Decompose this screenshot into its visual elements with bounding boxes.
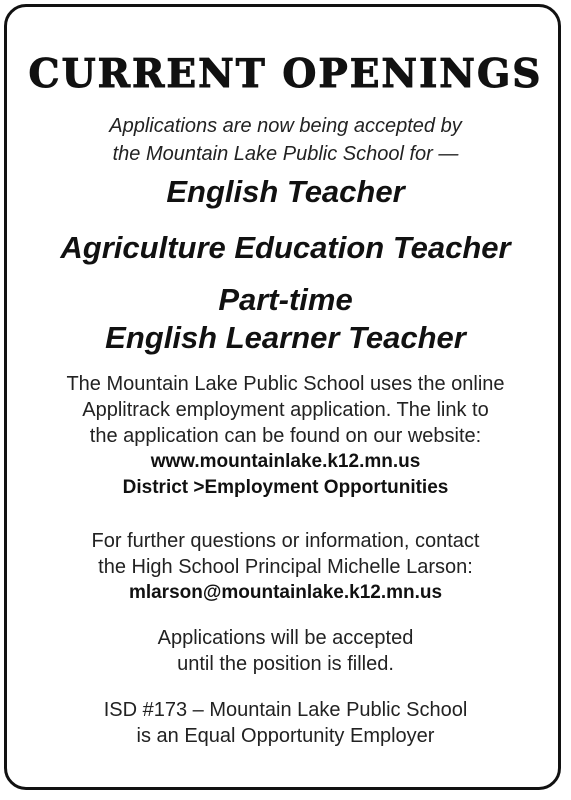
employment-path: District >Employment Opportunities <box>122 477 449 498</box>
intro-line-2: the Mountain Lake Public School for — <box>112 143 459 165</box>
position-agriculture-education-teacher: Agriculture Education Teacher <box>60 230 511 265</box>
footer-line-2: is an Equal Opportunity Employer <box>136 725 435 747</box>
application-line-1: The Mountain Lake Public School uses the online <box>66 373 505 395</box>
position-english-learner-label: English Learner Teacher <box>105 320 466 355</box>
intro-text <box>0 112 571 168</box>
contact-info <box>0 528 571 606</box>
website-link[interactable]: www.mountainlake.k12.mn.us <box>150 451 421 472</box>
footer-line-1: ISD #173 – Mountain Lake Public School <box>103 699 468 721</box>
deadline-line-1: Applications will be accepted <box>157 627 414 649</box>
contact-line-2: the High School Principal Michelle Larson: <box>98 556 473 578</box>
headline: CURRENT OPENINGS <box>28 51 543 97</box>
deadline-line-2: until the position is filled. <box>177 653 394 675</box>
position-english-teacher: English Teacher <box>166 174 405 209</box>
contact-line-1: For further questions or information, contact <box>91 530 480 552</box>
eoe-footer <box>0 697 571 749</box>
application-info <box>0 371 571 501</box>
application-line-2: Applitrack employment application. The link to <box>82 399 489 421</box>
application-line-3: the application can be found on our website: <box>89 425 482 447</box>
intro-line-1: Applications are now being accepted by <box>109 115 462 137</box>
contact-email-link[interactable]: mlarson@mountainlake.k12.mn.us <box>128 582 443 603</box>
position-english-learner-teacher <box>0 281 571 357</box>
deadline-notice <box>0 625 571 677</box>
position-part-time-label: Part-time <box>218 282 353 317</box>
